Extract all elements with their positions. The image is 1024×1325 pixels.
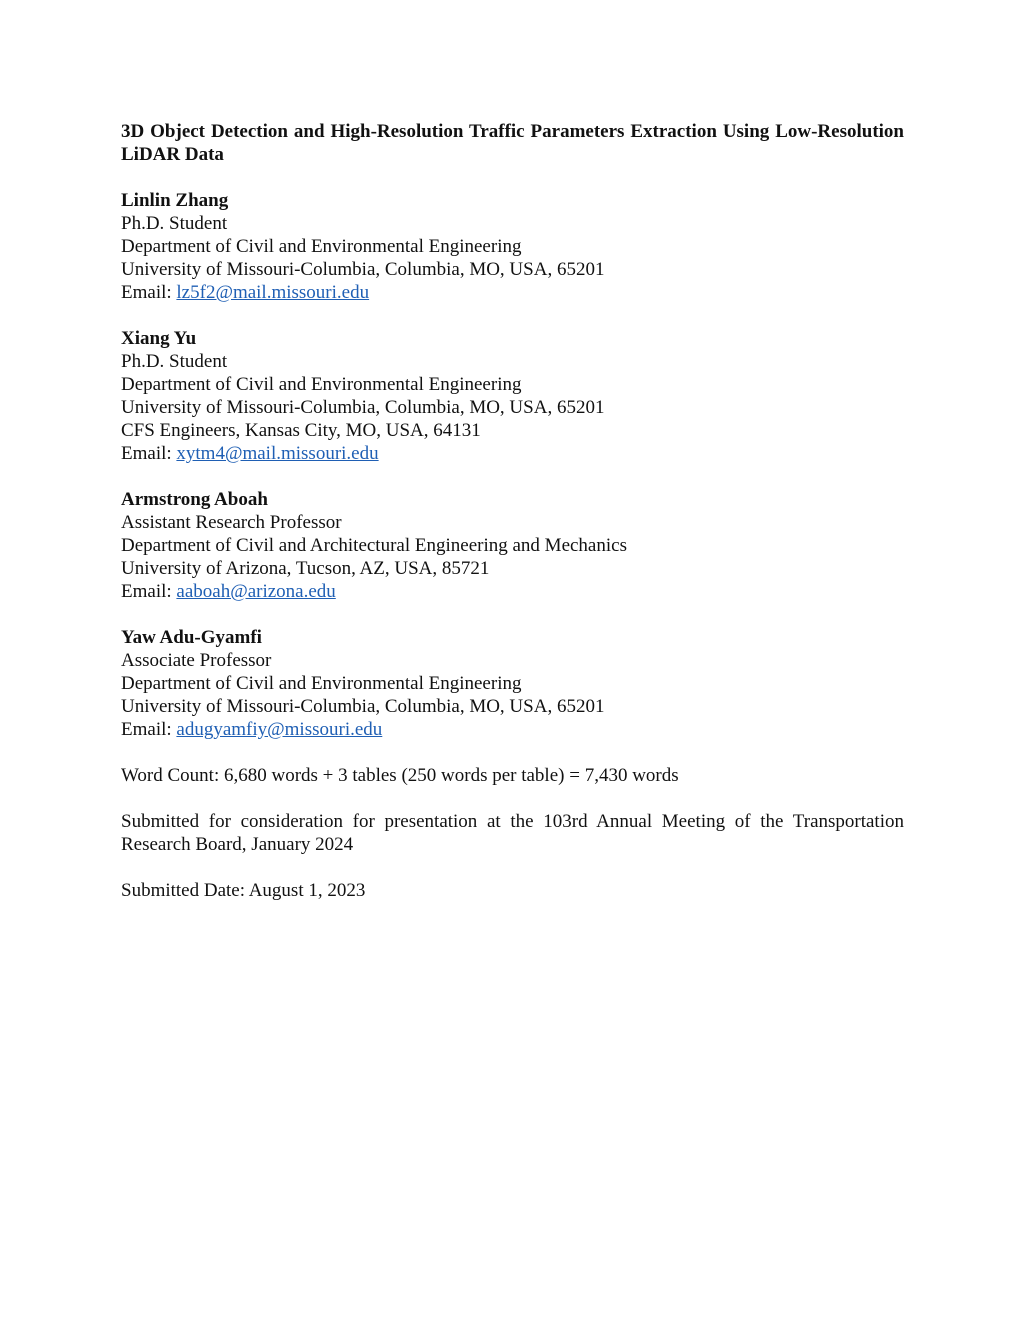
- email-label: Email:: [121, 282, 172, 303]
- author-block: [121, 626, 904, 741]
- title-page: [121, 120, 904, 902]
- author-affiliation: Department of Civil and Architectural Engineering and Mechanics: [121, 535, 627, 556]
- author-affiliation: Department of Civil and Environmental Engineering: [121, 374, 522, 395]
- email-label: Email:: [121, 581, 172, 602]
- submission-note: Submitted for consideration for presentation at the 103rd Annual Meeting of the Transportation Research Board, January 2024: [121, 811, 904, 855]
- author-position: Assistant Research Professor: [121, 512, 342, 533]
- author-name: Armstrong Aboah: [121, 489, 268, 510]
- paper-title: 3D Object Detection and High-Resolution Traffic Parameters Extraction Using Low-Resolution LiDAR Data: [121, 121, 904, 165]
- author-block: [121, 189, 904, 304]
- author-email-line: [121, 442, 904, 465]
- author-affiliation: Department of Civil and Environmental Engineering: [121, 236, 522, 257]
- author-email-line: [121, 718, 904, 741]
- author-affiliation: University of Arizona, Tucson, AZ, USA, 85721: [121, 558, 490, 579]
- author-email-line: [121, 580, 904, 603]
- author-email-line: [121, 281, 904, 304]
- author-affiliation: University of Missouri-Columbia, Columbia, MO, USA, 65201: [121, 696, 605, 717]
- author-affiliation: University of Missouri-Columbia, Columbia, MO, USA, 65201: [121, 397, 605, 418]
- author-name: Linlin Zhang: [121, 190, 229, 211]
- author-name: Xiang Yu: [121, 328, 197, 349]
- author-position: Ph.D. Student: [121, 351, 228, 372]
- author-block: [121, 327, 904, 465]
- author-position: Associate Professor: [121, 650, 272, 671]
- submitted-date: Submitted Date: August 1, 2023: [121, 880, 366, 901]
- email-label: Email:: [121, 719, 172, 740]
- word-count: Word Count: 6,680 words + 3 tables (250 words per table) = 7,430 words: [121, 765, 679, 786]
- email-label: Email:: [121, 443, 172, 464]
- author-affiliation: CFS Engineers, Kansas City, MO, USA, 64131: [121, 420, 481, 441]
- author-name: Yaw Adu-Gyamfi: [121, 627, 262, 648]
- author-position: Ph.D. Student: [121, 213, 228, 234]
- author-email-link[interactable]: xytm4@mail.missouri.edu: [176, 443, 379, 464]
- author-email-link[interactable]: aaboah@arizona.edu: [176, 581, 336, 602]
- author-block: [121, 488, 904, 603]
- author-affiliation: Department of Civil and Environmental Engineering: [121, 673, 522, 694]
- author-email-link[interactable]: lz5f2@mail.missouri.edu: [176, 282, 370, 303]
- author-affiliation: University of Missouri-Columbia, Columbia, MO, USA, 65201: [121, 259, 605, 280]
- author-email-link[interactable]: adugyamfiy@missouri.edu: [176, 719, 383, 740]
